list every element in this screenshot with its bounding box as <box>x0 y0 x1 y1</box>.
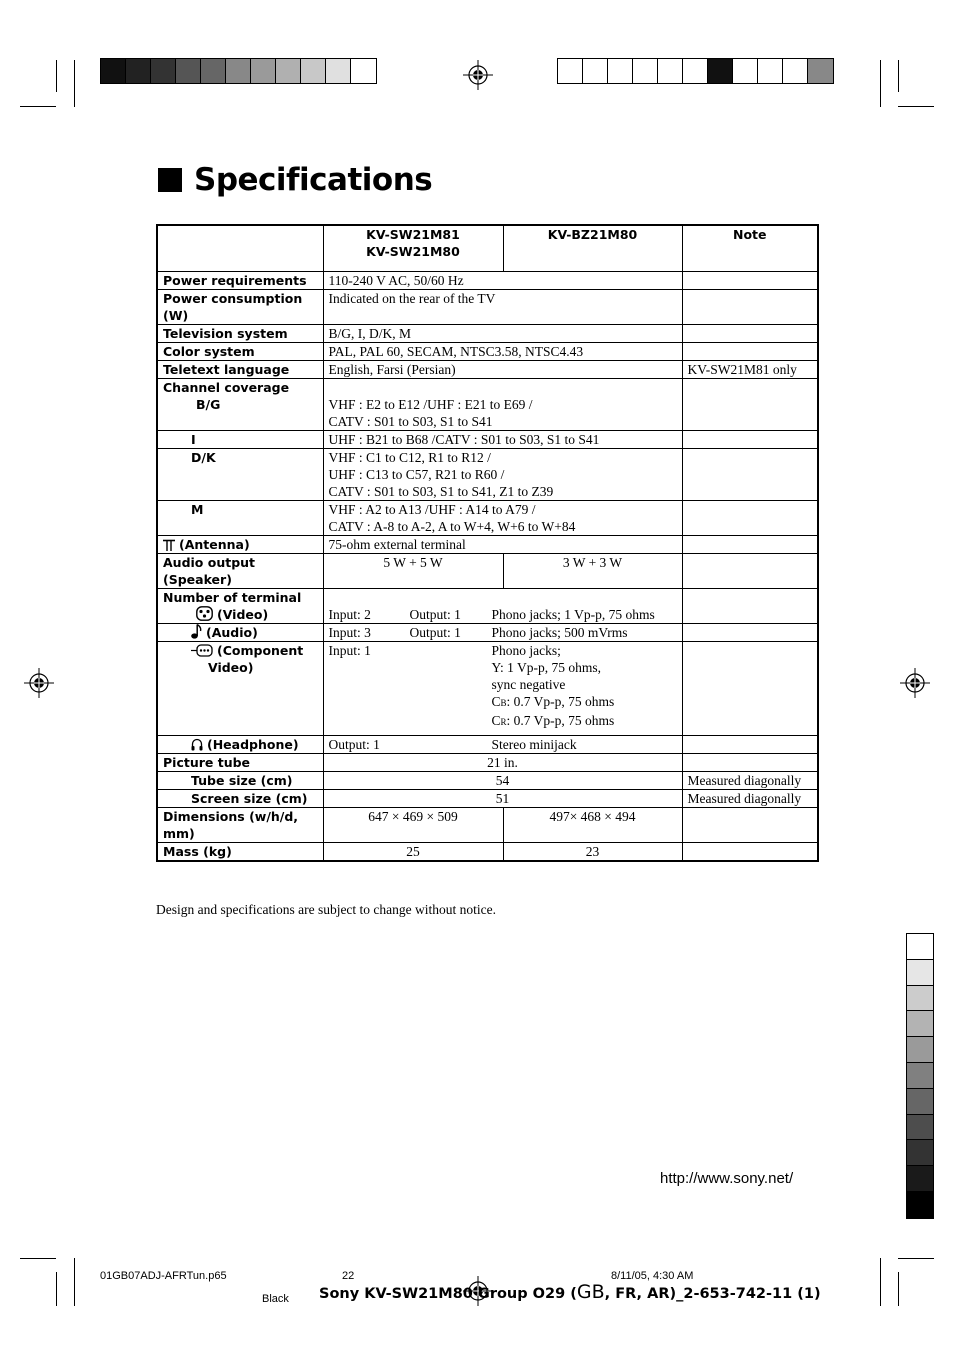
specifications-table <box>156 224 819 862</box>
video-output-count: Output: 1 <box>409 606 461 622</box>
color-swatch <box>708 59 733 83</box>
headphone-output-count: Output: 1 <box>328 736 380 752</box>
footer-page-number: 22 <box>342 1270 355 1282</box>
crop-mark <box>880 1258 881 1306</box>
heading-square-bullet <box>158 168 182 192</box>
audio-spec: Phono jacks; 500 mVrms <box>491 624 628 640</box>
row-value: 110-240 V AC, 50/60 Hz <box>323 271 682 289</box>
color-swatch <box>683 59 708 83</box>
row-value: B/G, I, D/K, M <box>323 324 682 342</box>
row-label: Mass (kg) <box>157 842 323 861</box>
row-note <box>682 735 818 753</box>
headphone-terminal-label <box>157 735 323 753</box>
color-swatch <box>907 960 933 986</box>
color-swatch <box>907 1140 933 1166</box>
color-swatch <box>907 1037 933 1063</box>
row-note <box>682 588 818 623</box>
color-swatch <box>907 1192 933 1218</box>
table-row <box>157 641 818 735</box>
row-value: 21 in. <box>323 753 682 771</box>
color-swatch <box>907 1166 933 1192</box>
channel-dk-line1: VHF : C1 to C12, R1 to R12 / <box>328 449 491 465</box>
color-swatch <box>733 59 758 83</box>
component-label-line2: Video) <box>208 659 254 675</box>
crop-mark <box>898 1272 899 1306</box>
table-row <box>157 271 818 289</box>
row-note <box>682 535 818 553</box>
headphone-spec-line <box>329 736 677 753</box>
channel-dk-line2: UHF : C13 to C57, R21 to R60 / <box>328 466 505 482</box>
header-model-a <box>323 225 503 271</box>
row-label-channel-coverage <box>157 378 323 430</box>
row-note <box>682 324 818 342</box>
crop-mark <box>74 1258 75 1306</box>
color-swatch <box>907 1089 933 1115</box>
color-swatch <box>608 59 633 83</box>
row-note <box>682 641 818 735</box>
color-swatch <box>301 59 326 83</box>
video-input-count: Input: 2 <box>328 606 371 622</box>
row-value: 75-ohm external terminal <box>323 535 682 553</box>
antenna-icon <box>163 539 175 551</box>
row-label: Dimensions (w/h/d, mm) <box>157 807 323 842</box>
table-row <box>157 771 818 789</box>
table-row <box>157 753 818 771</box>
component-spec-1: Phono jacks; <box>491 642 561 658</box>
row-value: Indicated on the rear of the TV <box>323 289 682 324</box>
header-model-a-line1: KV-SW21M81 <box>366 227 460 242</box>
row-value: English, Farsi (Persian) <box>323 360 682 378</box>
crop-mark <box>898 106 934 107</box>
color-swatch <box>558 59 583 83</box>
row-note <box>682 271 818 289</box>
crop-mark <box>20 1258 56 1259</box>
color-swatch <box>101 59 126 83</box>
row-value: 51 <box>323 789 682 807</box>
audio-terminal-label <box>157 623 323 641</box>
audio-spec-line <box>329 624 677 641</box>
row-note <box>682 378 818 430</box>
row-value <box>323 641 682 735</box>
color-swatch <box>758 59 783 83</box>
color-swatch <box>583 59 608 83</box>
row-value-model-a: 647 × 469 × 509 <box>323 807 503 842</box>
table-row <box>157 842 818 861</box>
header-model-a-line2: KV-SW21M80 <box>366 244 460 259</box>
headphone-spec: Stereo minijack <box>491 736 577 752</box>
row-note <box>682 753 818 771</box>
cb-prefix: C <box>491 693 501 709</box>
footer-model-suffix: , FR, AR)_2-653-742-11 (1) <box>604 1286 821 1302</box>
component-spec-3: sync negative <box>491 676 566 692</box>
terminals-label: Number of terminal <box>163 589 302 605</box>
row-label-terminals <box>157 588 323 623</box>
row-note <box>682 553 818 588</box>
channel-bg-label: B/G <box>196 396 221 412</box>
table-row <box>157 535 818 553</box>
video-label-text: (Video) <box>217 606 269 622</box>
table-row <box>157 448 818 500</box>
color-swatch <box>808 59 833 83</box>
row-value <box>323 735 682 753</box>
registration-target-icon <box>463 60 493 90</box>
audio-input-count: Input: 3 <box>328 624 371 640</box>
table-row <box>157 789 818 807</box>
row-label: Picture tube <box>157 753 323 771</box>
crop-mark <box>880 60 881 107</box>
disclaimer-notice: Design and specifications are subject to change without notice. <box>156 902 497 917</box>
footer-model-prefix: Sony KV-SW21M80 Group O29 ( <box>319 1286 577 1302</box>
footer-filename: 01GB07ADJ-AFRTun.p65 <box>100 1270 227 1282</box>
row-value-model-b: 23 <box>503 842 682 861</box>
row-label: Teletext language <box>157 360 323 378</box>
color-swatch <box>176 59 201 83</box>
table-row <box>157 807 818 842</box>
header-note: Note <box>682 225 818 271</box>
footer-datetime: 8/11/05, 4:30 AM <box>611 1270 694 1282</box>
row-label: Power requirements <box>157 271 323 289</box>
color-swatch <box>907 1011 933 1037</box>
crop-mark <box>56 60 57 92</box>
row-value <box>323 448 682 500</box>
channel-bg-line1: VHF : E2 to E12 /UHF : E21 to E69 / <box>328 396 533 412</box>
row-note <box>682 430 818 448</box>
channel-i-line1: UHF : B21 to B68 /CATV : S01 to S03, S1 to S41 <box>323 430 682 448</box>
color-swatch <box>633 59 658 83</box>
row-label: Screen size (cm) <box>157 789 323 807</box>
component-spec-4 <box>492 693 615 712</box>
cb-subscript: B <box>500 697 507 708</box>
audio-output-count: Output: 1 <box>409 624 461 640</box>
row-note <box>682 448 818 500</box>
row-value: PAL, PAL 60, SECAM, NTSC3.58, NTSC4.43 <box>323 342 682 360</box>
color-swatch <box>251 59 276 83</box>
table-row <box>157 553 818 588</box>
audio-note-icon <box>191 624 202 639</box>
row-value <box>323 623 682 641</box>
table-row <box>157 342 818 360</box>
row-value <box>323 378 682 430</box>
table-row <box>157 500 818 535</box>
website-url[interactable]: http://www.sony.net/ <box>660 1170 794 1187</box>
header-model-b: KV-BZ21M80 <box>503 225 682 271</box>
footer-model-line <box>319 1281 821 1303</box>
registration-target-icon <box>24 668 54 698</box>
page-title: Specifications <box>194 162 433 198</box>
table-row <box>157 289 818 324</box>
registration-target-icon <box>900 668 930 698</box>
channel-m-line2: CATV : A-8 to A-2, A to W+4, W+6 to W+84 <box>328 518 576 534</box>
crop-mark <box>56 1272 57 1306</box>
row-label: Tube size (cm) <box>157 771 323 789</box>
audio-label-text: (Audio) <box>206 624 258 640</box>
video-spec: Phono jacks; 1 Vp-p, 75 ohms <box>491 606 655 622</box>
component-spec-block <box>329 642 677 731</box>
headphone-label-text: (Headphone) <box>207 736 299 752</box>
row-note <box>682 842 818 861</box>
row-note <box>682 342 818 360</box>
crop-mark <box>20 106 56 107</box>
color-swatch <box>907 1115 933 1141</box>
table-row <box>157 324 818 342</box>
color-swatch <box>351 59 376 83</box>
footer-language-gb: GB <box>576 1281 605 1303</box>
table-row <box>157 378 818 430</box>
row-note <box>682 500 818 535</box>
component-input-count: Input: 1 <box>328 642 371 658</box>
row-label <box>157 535 323 553</box>
row-note: Measured diagonally <box>682 771 818 789</box>
channel-dk-line3: CATV : S01 to S03, S1 to S41, Z1 to Z39 <box>328 483 554 499</box>
row-value-model-b: 3 W + 3 W <box>503 553 682 588</box>
cr-value: : 0.7 Vp-p, 75 ohms <box>506 712 615 728</box>
row-value <box>323 500 682 535</box>
video-terminal-label <box>163 606 318 623</box>
component-label-line1: (Component <box>217 642 304 658</box>
color-swatch <box>276 59 301 83</box>
grayscale-color-bar <box>100 58 377 84</box>
table-row <box>157 588 818 623</box>
color-swatch <box>201 59 226 83</box>
component-terminal-label <box>157 641 323 735</box>
component-spec-2: Y: 1 Vp-p, 75 ohms, <box>491 659 602 675</box>
color-swatch <box>326 59 351 83</box>
footer-color-name: Black <box>262 1293 289 1305</box>
color-swatch <box>126 59 151 83</box>
row-label: Color system <box>157 342 323 360</box>
channel-m-line1: VHF : A2 to A13 /UHF : A14 to A79 / <box>328 501 536 517</box>
row-note: Measured diagonally <box>682 789 818 807</box>
table-header-row <box>157 225 818 271</box>
table-row <box>157 430 818 448</box>
cr-prefix: C <box>491 712 501 728</box>
row-note <box>682 623 818 641</box>
video-spec-line <box>329 606 677 623</box>
row-value-model-a: 25 <box>323 842 503 861</box>
channel-dk-label: D/K <box>157 448 323 500</box>
header-empty-cell <box>157 225 323 271</box>
crop-mark <box>898 1258 934 1259</box>
row-value-model-a: 5 W + 5 W <box>323 553 503 588</box>
registration-color-bar <box>557 58 834 84</box>
row-note <box>682 289 818 324</box>
color-swatch <box>907 1063 933 1089</box>
video-input-icon <box>196 606 213 621</box>
row-value <box>323 588 682 623</box>
row-value-model-b: 497× 468 × 494 <box>503 807 682 842</box>
crop-mark <box>74 60 75 107</box>
channel-i-label: I <box>157 430 323 448</box>
table-row <box>157 360 818 378</box>
color-swatch <box>226 59 251 83</box>
row-label: Television system <box>157 324 323 342</box>
headphone-icon <box>191 738 203 751</box>
row-note: KV-SW21M81 only <box>682 360 818 378</box>
color-swatch <box>151 59 176 83</box>
page-heading <box>158 162 432 198</box>
color-swatch <box>658 59 683 83</box>
row-note <box>682 807 818 842</box>
component-video-icon <box>191 644 213 657</box>
cb-value: : 0.7 Vp-p, 75 ohms <box>506 693 615 709</box>
component-spec-5 <box>492 712 615 731</box>
crop-mark <box>898 60 899 92</box>
row-label: Power consumption (W) <box>157 289 323 324</box>
table-row <box>157 735 818 753</box>
cr-subscript: R <box>500 716 507 727</box>
row-label: Audio output (Speaker) <box>157 553 323 588</box>
color-swatch <box>907 986 933 1012</box>
row-value: 54 <box>323 771 682 789</box>
channel-m-label: M <box>157 500 323 535</box>
channel-coverage-label: Channel coverage <box>163 379 290 395</box>
channel-bg-line2: CATV : S01 to S03, S1 to S41 <box>328 413 493 429</box>
color-swatch <box>783 59 808 83</box>
antenna-label: (Antenna) <box>179 536 250 552</box>
table-row <box>157 623 818 641</box>
side-grayscale-bar <box>906 933 934 1219</box>
color-swatch <box>907 934 933 960</box>
